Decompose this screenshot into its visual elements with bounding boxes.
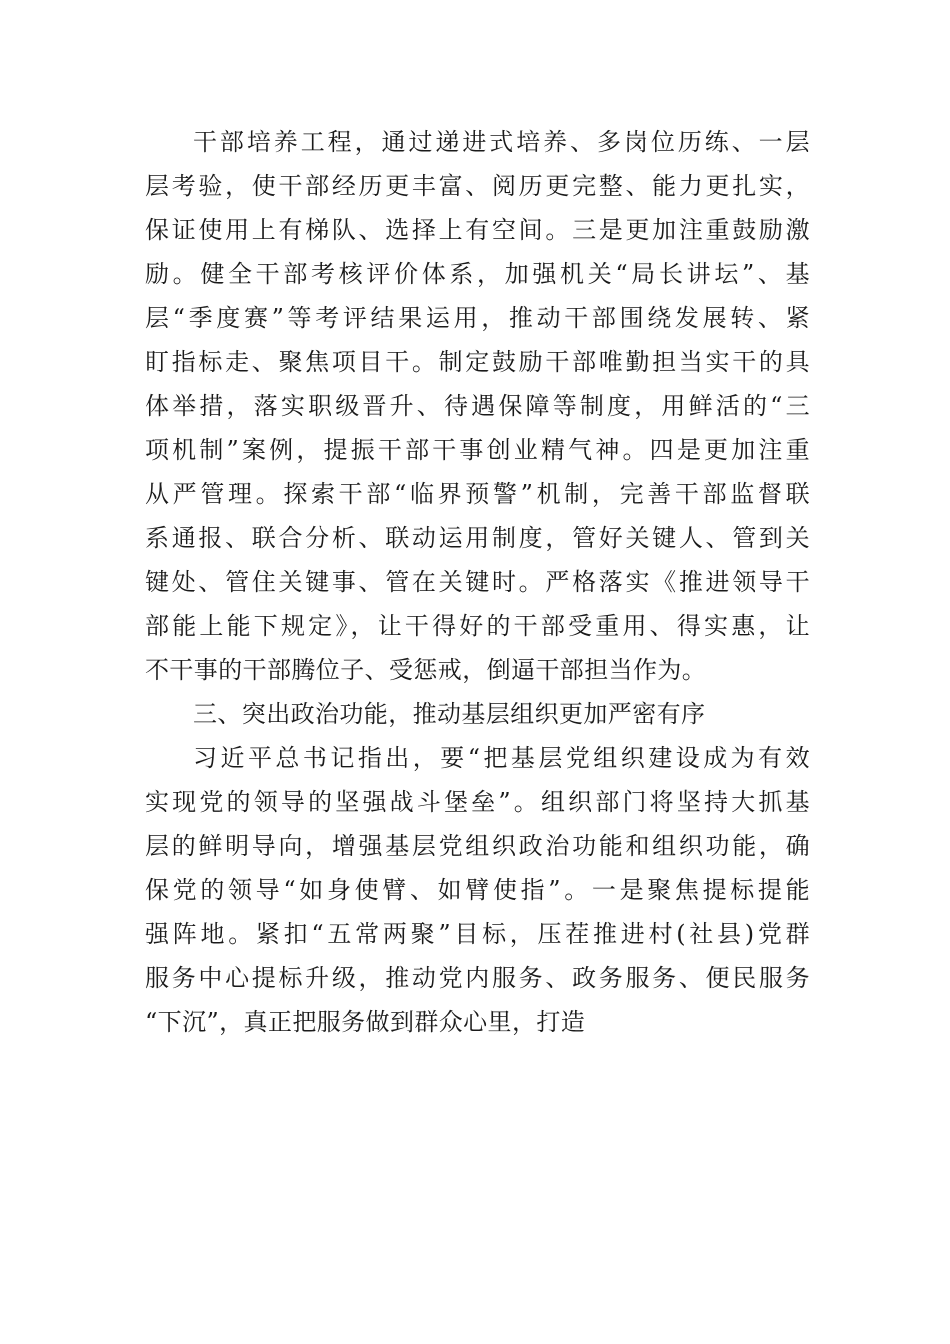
paragraph-line: 体举措，落实职级晋升、待遇保障等制度，用鲜活的“三 xyxy=(145,392,810,420)
paragraph-line: 项机制”案例，提振干部干事创业精气神。四是更加注重 xyxy=(145,436,810,464)
section-heading: 三、突出政治功能，推动基层组织更加严密有序 xyxy=(193,700,706,728)
paragraph-line: 部能上能下规定》，让干得好的干部受重用、得实惠，让 xyxy=(145,612,810,640)
paragraph-line: 励。健全干部考核评价体系，加强机关“局长讲坛”、基 xyxy=(145,260,810,288)
paragraph-line: 服务中心提标升级，推动党内服务、政务服务、便民服务 xyxy=(145,964,810,992)
paragraph-line: 强阵地。紧扣“五常两聚”目标，压茬推进村(社县)党群 xyxy=(145,920,810,948)
paragraph-line: 实现党的领导的坚强战斗堡垒”。组织部门将坚持大抓基 xyxy=(145,788,810,816)
paragraph-line: 习近平总书记指出，要“把基层党组织建设成为有效 xyxy=(193,744,810,772)
paragraph-line: 层考验，使干部经历更丰富、阅历更完整、能力更扎实， xyxy=(145,172,810,200)
paragraph-line: 保党的领导“如身使臂、如臂使指”。一是聚焦提标提能 xyxy=(145,876,810,904)
paragraph-line: 保证使用上有梯队、选择上有空间。三是更加注重鼓励激 xyxy=(145,216,810,244)
paragraph-line: “下沉”，真正把服务做到群众心里，打造 xyxy=(145,1008,586,1036)
paragraph-line: 从严管理。探索干部“临界预警”机制，完善干部监督联 xyxy=(145,480,810,508)
paragraph-line: 不干事的干部腾位子、受惩戒，倒逼干部担当作为。 xyxy=(145,656,707,684)
paragraph-line: 键处、管住关键事、管在关键时。严格落实《推进领导干 xyxy=(145,568,810,596)
paragraph-line: 层的鲜明导向，增强基层党组织政治功能和组织功能，确 xyxy=(145,832,810,860)
paragraph-line: 干部培养工程，通过递进式培养、多岗位历练、一层 xyxy=(193,128,810,156)
paragraph-line: 层“季度赛”等考评结果运用，推动干部围绕发展转、紧 xyxy=(145,304,810,332)
paragraph-line: 盯指标走、聚焦项目干。制定鼓励干部唯勤担当实干的具 xyxy=(145,348,810,376)
paragraph-line: 系通报、联合分析、联动运用制度，管好关键人、管到关 xyxy=(145,524,810,552)
